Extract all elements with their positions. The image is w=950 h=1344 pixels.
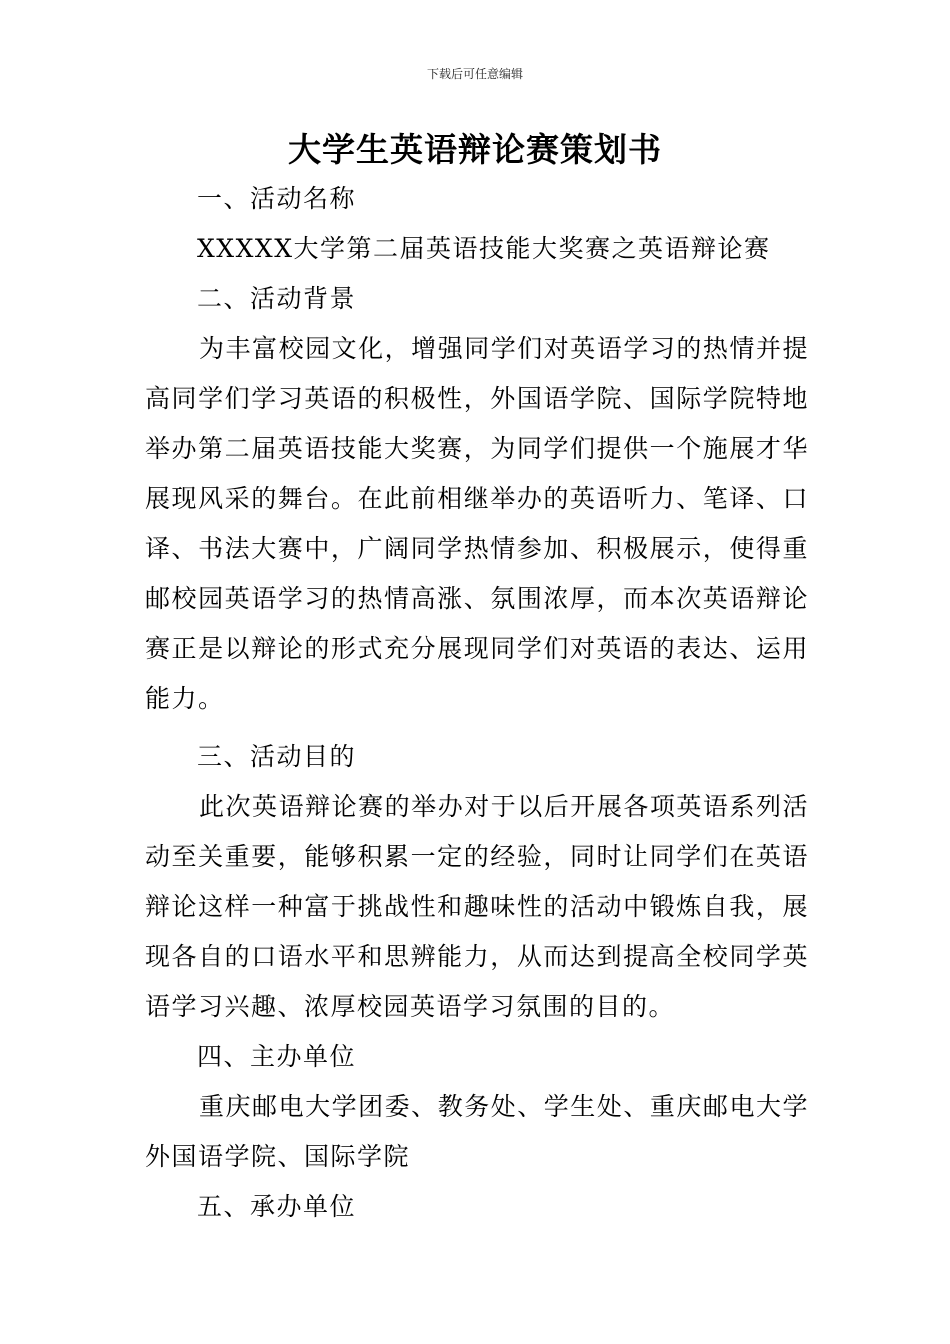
- purpose-paragraph: 此次英语辩论赛的举办对于以后开展各项英语系列活动至关重要，能够积累一定的经验，同时让同学们在英语辩论这样一种富于挑战性和趣味性的活动中锻炼自我，展现各自的口语水平和思辨能力，从而达到提高全校同学英语学习兴趣、浓厚校园英语学习氛围的目的。: [145, 792, 809, 1021]
- section-spacer: [145, 724, 809, 732]
- section-heading-undertaker: 五、承办单位: [197, 1192, 357, 1221]
- section-heading-activity-name: 一、活动名称: [197, 184, 357, 213]
- section-heading-background: 二、活动背景: [197, 284, 357, 313]
- organizer-paragraph: 重庆邮电大学团委、教务处、学生处、重庆邮电大学外国语学院、国际学院: [145, 1092, 809, 1171]
- section-heading-organizer: 四、主办单位: [197, 1042, 357, 1071]
- section-heading-purpose: 三、活动目的: [197, 742, 357, 771]
- background-paragraph: 为丰富校园文化，增强同学们对英语学习的热情并提高同学们学习英语的积极性，外国语学院、国际学院特地举办第二届英语技能大奖赛，为同学们提供一个施展才华展现风采的舞台。在此前相继举办的英语听力、笔译、口译、书法大赛中，广阔同学热情参加、积极展示，使得重邮校园英语学习的热情高涨、氛围浓厚，而本次英语辩论赛正是以辩论的形式充分展现同学们对英语的表达、运用能力。: [145, 334, 809, 713]
- activity-name-text: XXXXX大学第二届英语技能大奖赛之英语辩论赛: [197, 234, 771, 263]
- document-body: [145, 174, 809, 1232]
- header-note: 下载后可任意编辑: [426, 67, 523, 81]
- document-title: 大学生英语辩论赛策划书: [288, 130, 662, 169]
